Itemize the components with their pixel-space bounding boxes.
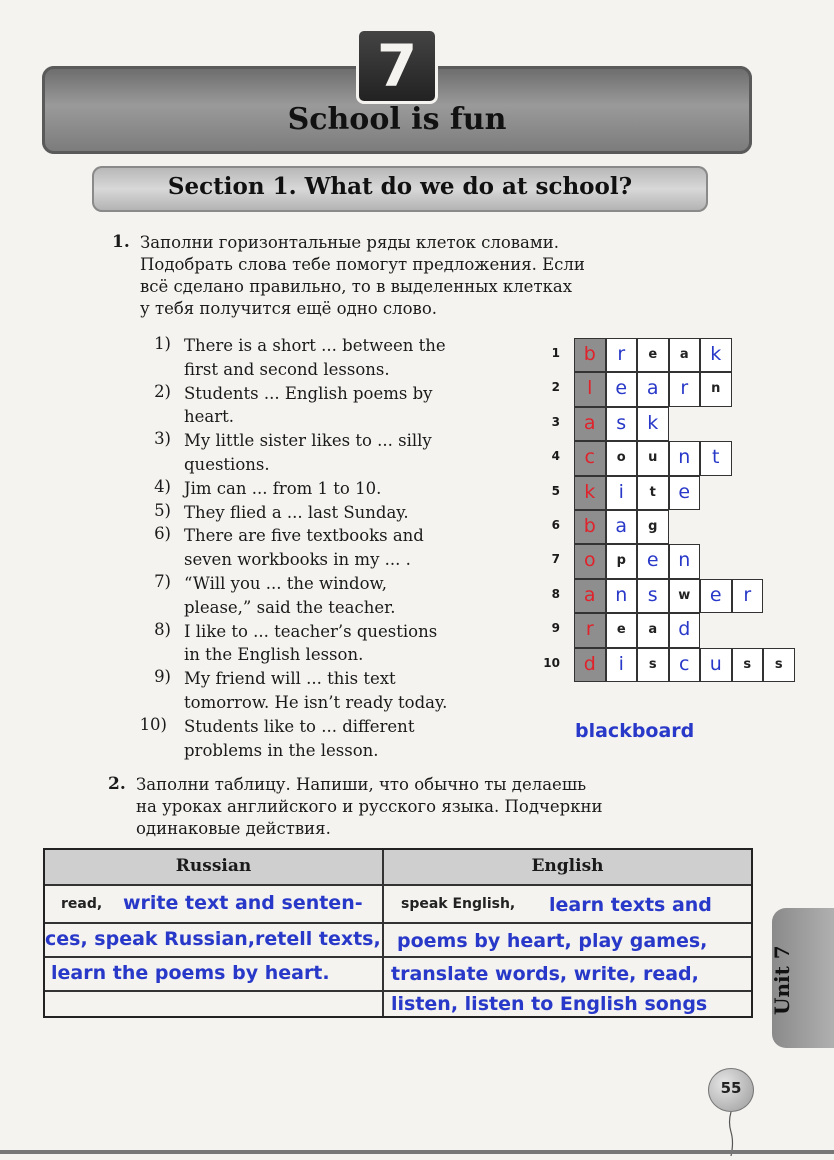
sentence-line: seven workbooks in my ... . [184,550,411,570]
crossword-row-number: 7 [551,552,560,567]
crossword-letter: g [648,519,658,534]
crossword-letter: r [743,583,752,606]
task2-instruction-line: на уроках английского и русского языка. Подчеркни [136,797,603,816]
crossword-letter: a [648,622,658,638]
crossword-row-number: 8 [551,586,560,601]
sentence-line: Students like to ... different [184,716,415,736]
crossword-letter: c [679,652,690,675]
crossword-letter: r [617,343,626,365]
crossword-letter: p [616,553,626,569]
crossword-letter: a [679,347,689,362]
english-handwritten-line: listen, listen to English songs [391,993,708,1015]
sentence-line: please,” said the teacher. [184,597,396,617]
crossword-row-number: 10 [543,655,560,670]
crossword-letter: b [583,343,596,365]
task1-instruction-line: у тебя получится ещё одно слово. [140,299,437,318]
task1-instruction-line: Подобрать слова тебе помогут предложения. Если [140,255,585,274]
sentence-line: in the English lesson. [184,645,364,665]
crossword-letter: a [646,377,659,400]
crossword-row-number: 3 [551,414,560,429]
task2-instruction-line: Заполни таблицу. Напиши, что обычно ты делаешь [136,775,587,794]
table-rule [45,956,751,958]
crossword-answer-word: blackboard [575,720,695,742]
task1-instruction-line: всё сделано правильно, то в выделенных клетках [140,277,573,296]
table-rule [45,990,751,992]
page-bottom-rule [0,1150,834,1154]
crossword-letter: o [583,549,596,572]
task2-number: 2. [108,774,126,794]
crossword-letter: s [647,583,658,606]
sentence-line: questions. [184,455,270,474]
crossword-letter: k [584,480,596,503]
crossword-letter: n [678,446,691,469]
task2-instruction-line: одинаковые действия. [136,819,331,838]
header-russian: Russian [175,856,252,876]
crossword-row-number: 2 [551,380,560,395]
crossword-letter: n [678,549,691,572]
page-number: 55 [720,1079,742,1097]
russian-handwritten-line: learn the poems by heart. [51,962,330,984]
crossword-letter: i [618,652,624,675]
crossword-letter: l [587,377,593,400]
russian-handwritten-line: ces, speak Russian,retell texts, [45,928,381,950]
section-title: Section 1. What do we do at school? [167,173,633,200]
sentence-number: 3) [154,429,171,449]
crossword-row-number: 1 [551,346,560,360]
crossword-letter: n [615,583,628,606]
crossword-letter: u [648,450,658,466]
crossword-letter: e [678,480,691,503]
crossword-letter: e [615,377,628,400]
crossword-row-number: 6 [551,518,560,532]
sentence-number: 10) [139,714,167,734]
english-handwritten-line: learn texts and [549,894,712,916]
crossword-letter: d [678,618,691,641]
crossword-letter: r [585,618,594,641]
sentence-line: first and second lessons. [184,359,390,379]
sentence-line: Students ... English poems by [184,383,433,403]
sentence-line: My little sister likes to ... silly [184,431,432,451]
sentence-line: “Will you ... the window, [184,574,387,593]
crossword-row-number: 4 [551,449,560,464]
crossword-letter: d [583,652,596,675]
english-handwritten-line: poems by heart, play games, [397,930,708,952]
crossword-letter: k [710,343,722,365]
sentence-line: Jim can ... from 1 to 10. [184,478,382,498]
crossword-letter: a [615,515,628,537]
crossword-row-number: 5 [551,483,560,498]
sentence-line: There are five textbooks and [184,526,424,546]
crossword-letter: a [583,583,596,606]
sentence-number: 6) [154,524,171,544]
sentence-number: 5) [154,500,171,520]
russian-handwritten-line: write text and senten- [123,892,363,914]
unit-side-label: Unit 7 [770,945,794,1015]
table-column-divider [382,850,384,1016]
crossword-letter: o [616,450,626,466]
task1-instruction-line: Заполни горизонтальные ряды клеток словами. [140,233,559,252]
crossword-letter: b [583,515,596,537]
sentence-line: heart. [184,407,234,427]
table-rule [45,922,751,924]
sentence-number: 8) [154,619,171,639]
sentence-line: tomorrow. He isn’t ready today. [184,693,448,712]
crossword-letter: t [712,446,720,469]
sentence-line: There is a short ... between the [184,336,446,355]
crossword-letter: e [709,583,722,606]
crossword-letter: s [648,656,657,672]
unit-title: School is fun [287,102,507,137]
header-english: English [531,856,604,876]
sentence-line: I like to ... teacher’s questions [184,621,438,641]
table-rule [45,884,751,886]
crossword-letter: e [616,622,626,638]
activities-table [43,848,753,1018]
crossword-row-number: 9 [551,621,560,636]
crossword-letter: i [618,480,624,503]
crossword-letter: k [647,411,659,434]
english-handwritten-line: translate words, write, read, [391,963,699,985]
russian-printed-cell: read, [61,896,103,912]
crossword-letter: e [646,549,659,572]
unit-number: 7 [376,32,418,100]
sentence-line: My friend will ... this text [184,669,396,689]
crossword-letter: s [743,656,752,672]
sentence-line: problems in the lesson. [184,740,379,760]
crossword-letter: s [774,656,783,672]
task2-instruction [136,774,736,840]
task1-instruction [140,232,710,320]
crossword-letter: e [648,347,658,362]
sentence-number: 4) [154,476,171,496]
crossword-letter: a [583,411,596,434]
crossword-letter: u [709,652,722,675]
crossword-letter: t [649,484,656,500]
task1-number: 1. [112,232,130,252]
crossword-letter: n [711,381,721,397]
crossword-letter: c [584,446,595,469]
unit-number-box [356,28,438,104]
crossword-letter: r [680,377,689,400]
sentence-number: 7) [154,572,171,591]
crossword-letter: w [678,587,691,603]
sentence-line: They flied a ... last Sunday. [184,502,409,522]
sentence-number: 1) [154,334,171,353]
sentence-number: 9) [154,667,171,687]
english-printed-cell: speak English, [401,896,516,912]
crossword-letter: s [616,411,627,434]
sentence-number: 2) [154,381,171,401]
